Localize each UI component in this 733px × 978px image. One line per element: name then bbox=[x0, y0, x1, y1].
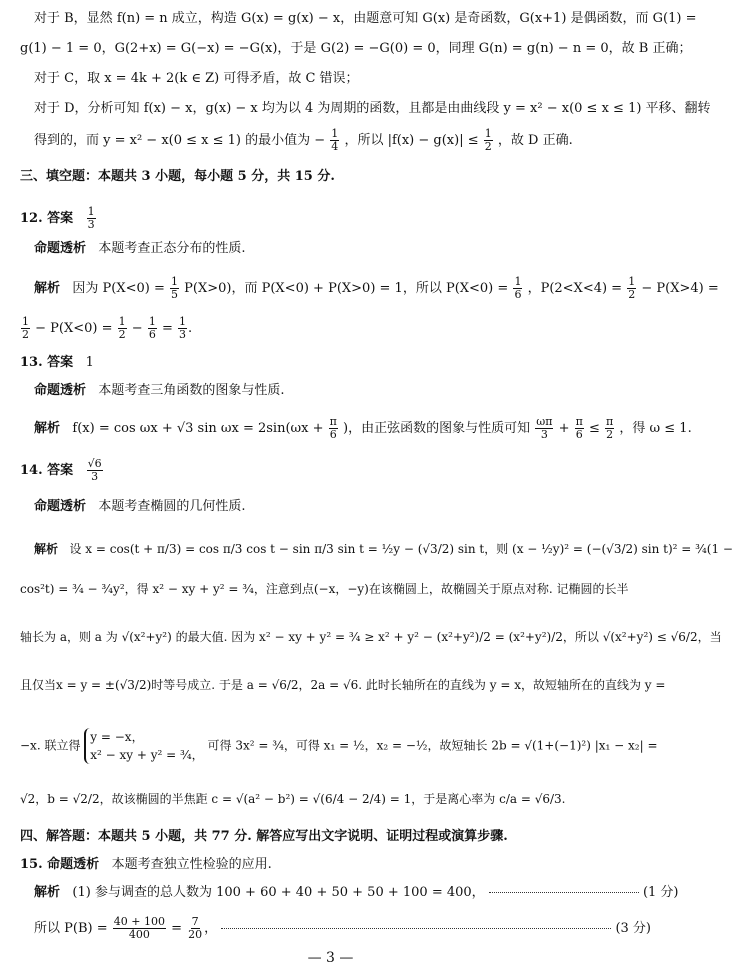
text-fragment: 得到的，而 y = x² − x(0 ≤ x ≤ 1) 的最小值为 − bbox=[34, 133, 326, 148]
text-fragment: ，故 D 正确. bbox=[497, 133, 573, 148]
solution-line: $\frac{1}{2}$ − P(X<0) = $\frac{1}{2}$ − $\frac{1}{6}$ = $\frac{1}{3}$ . bbox=[22, 315, 193, 341]
solution-line: 解析 (1) 参与调查的总人数为 100 + 60 + 40 + 50 + 50 + 100 = 400， (1 分) bbox=[34, 885, 679, 900]
question-number: 12. 答案 bbox=[20, 211, 74, 226]
analysis-line bbox=[34, 240, 246, 258]
solution-line: −x. 联立得 y = −x， x² − xy + y² = ¾， 可得 3x² = ¾，可得 x₁ = ½，x₂ = −½，故短轴长 2b = √(1+(−1)²) |x₁ − x₂| = bbox=[20, 730, 658, 762]
solution-line: √2，b = √2/2，故该椭圆的半焦距 c = √(a² − b²) = √(6/4 − 2/4) = 1，于是离心率为 c/a = √6/3. bbox=[20, 792, 566, 806]
answer-value: $\frac{1}{3}$ bbox=[87, 205, 95, 231]
equation-system: y = −x， x² − xy + y² = ¾， bbox=[84, 728, 203, 764]
fraction: $\frac{1}{2}$ bbox=[484, 127, 492, 153]
solution-line: 解析 f(x) = cos ωx + √3 sin ωx = 2sin(ωx + $\frac{\pi}{6}$ )，由正弦函数的图象与性质可知 $\frac{\omega\pi}{3}$ + $\frac{\pi}{6}$ ≤ $\frac{\pi}{2}$ ，得 ω ≤ 1. bbox=[34, 415, 692, 441]
section-heading: 三、填空题：本题共 3 小题，每小题 5 分，共 15 分. bbox=[20, 169, 335, 184]
label: 命题透析 bbox=[34, 241, 87, 256]
text-line: 对于 D，分析可知 f(x) − x，g(x) − x 均为以 4 为周期的函数，且都是由曲线段 y = x² − x(0 ≤ x ≤ 1) 平移、翻转 bbox=[34, 101, 711, 116]
text-line: 对于 C，取 x = 4k + 2(k ∈ Z) 可得矛盾，故 C 错误； bbox=[34, 71, 359, 86]
solution-line: 所以 P(B) = $\frac{40 + 100}{400}$ = $\frac{7}{20}$ ， (3 分) bbox=[34, 915, 651, 941]
answer-value: $\frac{√6}{3}$ bbox=[87, 457, 102, 483]
answer-line bbox=[20, 458, 104, 483]
question-number: 13. 答案 bbox=[20, 355, 74, 370]
solution-line: 轴长为 a，则 a 为 √(x²+y²) 的最大值. 因为 x² − xy + y² = ¾ ≥ x² + y² − (x²+y²)/2 = (x²+y²)/2，所以 √(x²+y²) ≤ √6/2，当 bbox=[20, 630, 722, 644]
text-line bbox=[34, 128, 573, 153]
label: 解析 bbox=[34, 281, 61, 296]
page-number: — 3 — bbox=[307, 950, 354, 966]
score-mark: (3 分) bbox=[615, 921, 651, 936]
answer-line bbox=[20, 206, 97, 231]
question-number: 15. 命题透析 bbox=[20, 857, 100, 872]
solution-line: 且仅当x = y = ±(√3/2)时等号成立. 于是 a = √6/2，2a = √6. 此时长轴所在的直线为 y = x，故短轴所在的直线为 y = bbox=[20, 678, 666, 692]
answer-line bbox=[20, 354, 94, 372]
solution-line: 解析 因为 P(X<0) = $\frac{1}{5}$ P(X>0)，而 P(X<0) + P(X>0) = 1，所以 P(X<0) = $\frac{1}{6}$ ，P(2<X<4) = $\frac{1}{2}$ − P(X>4) = bbox=[34, 275, 719, 301]
fraction: $\frac{1}{4}$ bbox=[331, 127, 339, 153]
text-fragment: 本题考查正态分布的性质. bbox=[98, 241, 246, 256]
analysis-line: 命题透析 本题考查椭圆的几何性质. bbox=[34, 499, 246, 514]
section-heading: 四、解答题：本题共 5 小题，共 77 分. 解答应写出文字说明、证明过程或演算步骤. bbox=[20, 829, 508, 844]
answer-value: 1 bbox=[85, 355, 94, 370]
analysis-line: 命题透析 本题考查三角函数的图象与性质. bbox=[34, 383, 285, 398]
solution-line: 解析 设 x = cos(t + π/3) = cos π/3 cos t − sin π/3 sin t = ½y − (√3/2) sin t，则 (x − ½y)² = (−(√3/2) sin t)² = ¾(1 − bbox=[34, 542, 733, 556]
text-line: g(1) − 1 = 0，G(2+x) = G(−x) = −G(x)，于是 G(2) = −G(0) = 0，同理 G(n) = g(n) − n = 0，故 B 正确； bbox=[20, 41, 692, 56]
question-number: 14. 答案 bbox=[20, 463, 74, 478]
score-mark: (1 分) bbox=[642, 885, 679, 900]
analysis-line: 15. 命题透析 本题考查独立性检验的应用. bbox=[20, 857, 272, 872]
text-fragment: ，所以 |f(x) − g(x)| ≤ bbox=[344, 133, 479, 148]
text-line: 对于 B，显然 f(n) = n 成立，构造 G(x) = g(x) − x，由题意可知 G(x) 是奇函数，G(x+1) 是偶函数，而 G(1) = bbox=[34, 11, 697, 26]
solution-line: cos²t) = ¾ − ¾y²，得 x² − xy + y² = ¾，注意到点(−x，−y)在该椭圆上，故椭圆关于原点对称. 记椭圆的长半 bbox=[20, 582, 629, 596]
